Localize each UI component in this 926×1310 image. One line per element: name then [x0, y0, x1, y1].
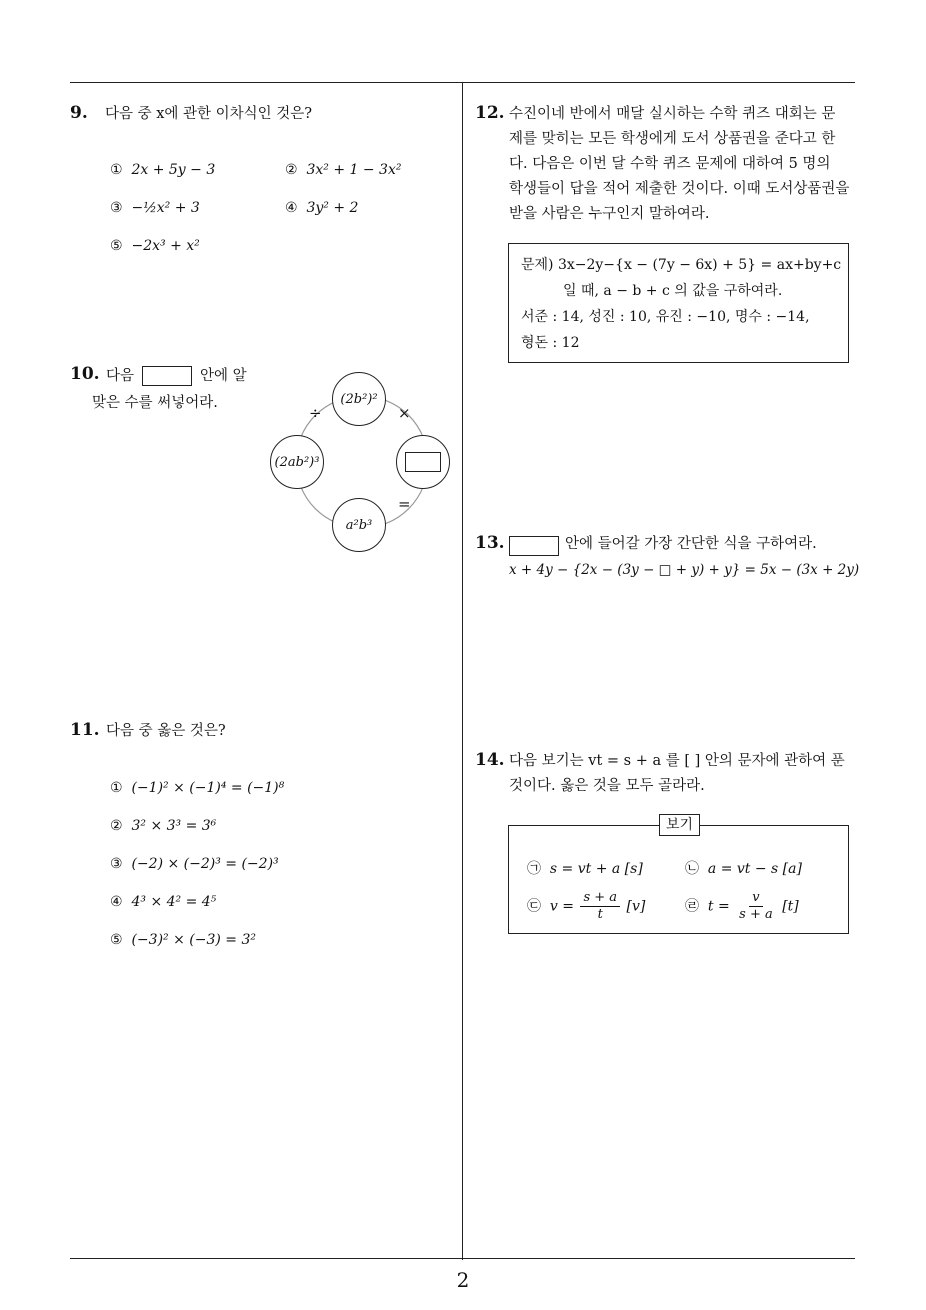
choice-5[interactable]: ⑤ −2x³ + x²: [110, 238, 200, 254]
question-line-4: 학생들이 답을 적어 제출한 것이다. 이때 도서상품권을: [509, 181, 850, 197]
node-top: (2b²)²: [332, 372, 386, 426]
question-text-start: 다음: [106, 368, 135, 384]
problem-line-1: 문제) 3x−2y−{x − (7y − 6x) + 5} = ax+by+c: [521, 257, 842, 273]
node-bottom: a²b³: [332, 498, 386, 552]
multiply-operator: ×: [398, 404, 411, 422]
problem-line-2: 일 때, a − b + c 의 값을 구하여라.: [563, 283, 783, 299]
question-text: 안에 들어갈 가장 간단한 식을 구하여라.: [565, 536, 817, 552]
question-number: 13.: [475, 533, 505, 553]
question-text: 다음 중 옳은 것은?: [106, 723, 226, 739]
choice-4[interactable]: ④ 4³ × 4² = 4⁵: [110, 894, 217, 910]
fraction: $\frac{v}{s + a}$: [739, 890, 773, 922]
example-box-title: 보기: [659, 814, 700, 836]
page-number: 2: [456, 1268, 470, 1292]
choice-3[interactable]: ③ (−2) × (−2)³ = (−2)³: [110, 856, 279, 872]
choice-1[interactable]: ① (−1)² × (−1)⁴ = (−1)⁸: [110, 780, 285, 796]
option-a[interactable]: ㉠ s = vt + a [s]: [527, 861, 643, 877]
answer-blank[interactable]: [142, 366, 192, 386]
problem-box: [508, 243, 849, 363]
question-line-3: 다. 다음은 이번 달 수학 퀴즈 문제에 대하여 5 명의: [509, 156, 831, 172]
question-line-1: 다음 보기는 vt = s + a 를 [ ] 안의 문자에 관하여 푼: [509, 753, 845, 769]
question-number: 12.: [475, 103, 505, 123]
example-box: [508, 817, 849, 934]
choice-5[interactable]: ⑤ (−3)² × (−3) = 3²: [110, 932, 256, 948]
column-divider: [462, 82, 463, 1260]
question-text-end: 맞은 수를 써넣어라.: [92, 395, 218, 411]
bottom-rule: [70, 1258, 855, 1259]
choice-3[interactable]: ③ −½x² + 3: [110, 200, 200, 216]
option-d[interactable]: ㉣ t = $\frac{v}{s + a}$ [t]: [685, 890, 799, 922]
choice-2[interactable]: ② 3x² + 1 − 3x²: [285, 162, 402, 178]
question-line-2: 제를 맞히는 모든 학생에게 도서 상품권을 준다고 한: [509, 131, 836, 147]
equals-operator: =: [398, 495, 411, 513]
question-line-5: 받을 사람은 누구인지 말하여라.: [509, 206, 710, 222]
question-line-2: 것이다. 옳은 것을 모두 골라라.: [509, 778, 705, 794]
answers-line-2: 형돈 : 12: [521, 335, 580, 351]
choice-4[interactable]: ④ 3y² + 2: [285, 200, 359, 216]
option-b[interactable]: ㉡ a = vt − s [a]: [685, 861, 802, 877]
question-number: 11.: [70, 720, 100, 740]
question-text-middle: 안에 알: [200, 368, 247, 384]
option-c[interactable]: ㉢ v = $\frac{s + a}{t}$ [v]: [527, 890, 646, 922]
question-number: 10.: [70, 364, 100, 384]
choice-2[interactable]: ② 3² × 3³ = 3⁶: [110, 818, 217, 834]
fraction: $\frac{s + a}{t}$: [580, 890, 620, 923]
equation: x + 4y − {2x − (3y − □ + y) + y} = 5x − (3x + 2y): [509, 562, 860, 578]
question-number: 9.: [70, 103, 88, 123]
divide-operator: ÷: [309, 404, 322, 422]
node-right: [396, 435, 450, 489]
node-right-blank[interactable]: [405, 452, 441, 472]
answer-blank[interactable]: [509, 536, 559, 556]
answers-line-1: 서준 : 14, 성진 : 10, 유진 : −10, 명수 : −14,: [521, 309, 810, 325]
question-number: 14.: [475, 750, 505, 770]
node-left: (2ab²)³: [270, 435, 324, 489]
question-line-1: 수진이네 반에서 매달 실시하는 수학 퀴즈 대회는 문: [509, 106, 836, 122]
choice-1[interactable]: ① 2x + 5y − 3: [110, 162, 216, 178]
question-text: 다음 중 x에 관한 이차식인 것은?: [105, 106, 313, 122]
